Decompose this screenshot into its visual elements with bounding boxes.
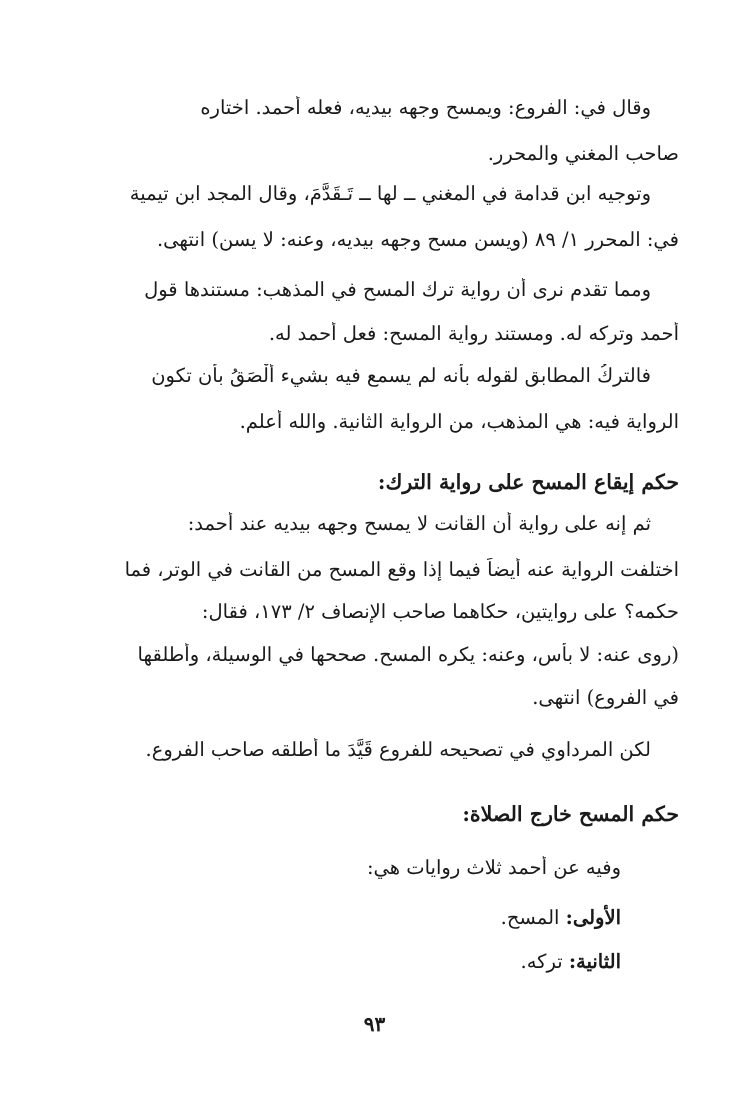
paragraph-6-line-1: لكن المرداوي في تصحيحه للفروع قَيَّدَ ما أطلقه صاحب الفروع.: [145, 738, 651, 761]
paragraph-3-line-1: ومما تقدم نرى أن رواية ترك المسح في المذهب: مستندها قول: [144, 278, 651, 301]
paragraph-5-line-5: في الفروع) انتهى.: [532, 686, 679, 709]
list-item: [86, 906, 621, 929]
paragraph-1-line-2: صاحب المغني والمحرر.: [487, 142, 679, 165]
paragraph-1-line-1: وقال في: الفروع: ويمسح وجهه بيديه، فعله أحمد. اختاره: [200, 96, 651, 119]
section-heading-2: حكم المسح خارج الصلاة:: [462, 802, 679, 826]
list-item-label: الأولى:: [565, 906, 621, 929]
paragraph-4-line-2: الرواية فيه: هي المذهب، من الرواية الثانية. والله أعلم.: [239, 410, 679, 433]
paragraph-7-line-1: وفيه عن أحمد ثلاث روايات هي:: [366, 856, 621, 879]
page-number: ٩٣: [363, 1012, 386, 1036]
list-item-text: المسح.: [500, 906, 566, 929]
paragraph-2-line-1: وتوجيه ابن قدامة في المغني ــ لها ــ تَـقَدَّمَ، وقال المجد ابن تيمية: [129, 182, 651, 205]
paragraph-3-line-2: أحمد وتركه له. ومستند رواية المسح: فعل أحمد له.: [268, 322, 679, 345]
section-heading-1: حكم إيقاع المسح على رواية الترك:: [377, 470, 679, 494]
paragraph-5-line-2: اختلفت الرواية عنه أيضاً فيما إذا وقع المسح من القانت في الوتر، فما: [124, 558, 679, 581]
list-item: [86, 950, 621, 973]
paragraph-4-line-1: فالتركُ المطابق لقوله بأنه لم يسمع فيه بشيء أَلْصَقُ بأن تكون: [151, 364, 651, 387]
paragraph-2-line-2: في: المحرر ١/ ٨٩ (ويسن مسح وجهه بيديه، وعنه: لا يسن) انتهى.: [156, 228, 679, 251]
list-item-text: تركه.: [520, 950, 569, 973]
list-item-label: الثانية:: [568, 950, 621, 973]
paragraph-5-line-4: (روى عنه: لا بأس، وعنه: يكره المسح. صححها في الوسيلة، وأطلقها: [137, 643, 679, 666]
paragraph-5-line-1: ثم إنه على رواية أن القانت لا يمسح وجهه بيديه عند أحمد:: [187, 512, 651, 535]
paragraph-5-line-3: حكمه؟ على روايتين، حكاهما صاحب الإنصاف ٢/ ١٧٣، فقال:: [201, 600, 679, 623]
